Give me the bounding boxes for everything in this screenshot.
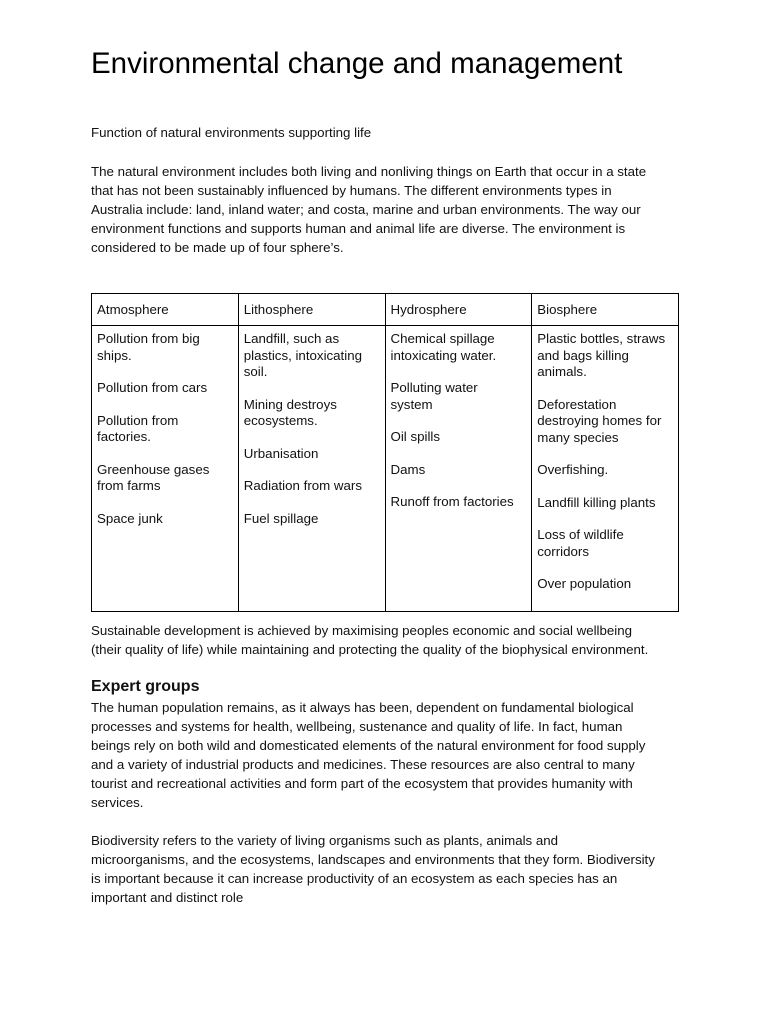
- expert-groups-paragraph: [91, 698, 691, 812]
- cell-list-item: [244, 331, 380, 381]
- expert-line: and a variety of industrial products and medicines. These resources are also central to many: [91, 757, 635, 772]
- cell-list-item: [244, 478, 380, 495]
- cell-line: Plastic bottles, straws: [537, 331, 666, 346]
- cell-list-item: [537, 576, 673, 593]
- cell-line: destroying homes for: [537, 413, 662, 428]
- cell-list-item: [97, 413, 233, 446]
- sustainable-development-paragraph: [91, 621, 691, 659]
- expert-groups-heading: Expert groups: [91, 678, 200, 695]
- intro-line: environment functions and supports human and animal life are diverse. The environment is: [91, 221, 626, 236]
- cell-list-item: [537, 462, 673, 479]
- cell-lithosphere: [238, 326, 385, 612]
- cell-line: Overfishing.: [537, 462, 609, 477]
- cell-line: Dams: [390, 461, 426, 477]
- cell-line: Deforestation: [537, 396, 617, 412]
- cell-list-item: [97, 380, 233, 397]
- cell-list-item: [391, 429, 527, 446]
- table-row: [92, 326, 679, 612]
- cell-list-item: [97, 462, 233, 495]
- cell-line: from farms: [97, 478, 161, 493]
- cell-line: Mining destroys: [243, 396, 337, 412]
- cell-line: Polluting water: [390, 380, 478, 395]
- cell-list-item: [537, 527, 673, 560]
- sustainable-line: Sustainable development is achieved by maximising peoples economic and social wellbeing: [91, 623, 633, 638]
- cell-line: Pollution from: [97, 412, 179, 428]
- section-subtitle: Function of natural environments supporting life: [91, 125, 372, 140]
- cell-list-item: [391, 331, 527, 364]
- cell-line: Chemical spillage: [390, 331, 495, 346]
- cell-line: plastics, intoxicating: [243, 347, 363, 363]
- cell-line: Urbanisation: [243, 445, 319, 461]
- biodiversity-paragraph: [91, 831, 691, 907]
- cell-line: Greenhouse gases: [97, 461, 210, 477]
- cell-list-item: [391, 380, 527, 413]
- intro-line: Australia include: land, inland water; and costa, marine and urban environments. The way our: [91, 202, 641, 217]
- table-header-row: [92, 294, 679, 326]
- cell-list-item: [97, 511, 233, 528]
- cell-biosphere: [532, 326, 679, 612]
- header-atmosphere: Atmosphere: [92, 294, 239, 326]
- cell-list-item: [391, 494, 527, 511]
- cell-line: Loss of wildlife: [537, 527, 624, 542]
- cell-list-item: [391, 462, 527, 479]
- expert-line: services.: [91, 795, 144, 810]
- biodiversity-line: Biodiversity refers to the variety of living organisms such as plants, animals and: [91, 833, 559, 848]
- cell-atmosphere: [92, 326, 239, 612]
- cell-list-item: [244, 397, 380, 430]
- cell-line: intoxicating water.: [390, 347, 497, 363]
- expert-line: processes and systems for health, wellbeing, sustenance and quality of life. In fact, human: [91, 719, 623, 734]
- spheres-table: [91, 293, 679, 612]
- cell-line: system: [390, 396, 433, 412]
- biodiversity-line: is important because it can increase productivity of an ecosystem as each species has an: [91, 871, 618, 886]
- cell-line: Radiation from wars: [243, 478, 362, 493]
- intro-line: that has not been sustainably influenced by humans. The different environments types in: [91, 183, 612, 198]
- intro-paragraph: [91, 162, 691, 257]
- cell-list-item: [244, 511, 380, 528]
- cell-line: Fuel spillage: [243, 510, 319, 526]
- intro-line: The natural environment includes both living and nonliving things on Earth that occur in a state: [91, 164, 647, 179]
- cell-line: Landfill, such as: [243, 331, 340, 346]
- expert-line: The human population remains, as it always has been, dependent on fundamental biological: [91, 700, 634, 715]
- cell-line: corridors: [537, 543, 589, 559]
- cell-line: many species: [537, 429, 619, 445]
- biodiversity-line: important and distinct role: [91, 890, 244, 905]
- biodiversity-line: microorganisms, and the ecosystems, landscapes and environments that they form. Biodiversity: [91, 852, 655, 867]
- header-lithosphere: Lithosphere: [238, 294, 385, 326]
- expert-line: beings rely on both wild and domesticated elements of the natural environment for food supply: [91, 738, 646, 753]
- cell-line: Pollution from cars: [97, 380, 208, 395]
- cell-line: Space junk: [97, 510, 163, 526]
- header-hydrosphere: Hydrosphere: [385, 294, 532, 326]
- cell-list-item: [537, 495, 673, 512]
- cell-list-item: [97, 331, 233, 364]
- cell-line: Oil spills: [390, 429, 440, 444]
- cell-line: factories.: [97, 429, 151, 444]
- header-biosphere: Biosphere: [532, 294, 679, 326]
- cell-line: Pollution from big: [97, 331, 200, 346]
- sustainable-line: (their quality of life) while maintaining and protecting the quality of the biophysical environment.: [91, 642, 649, 657]
- cell-line: Over population: [537, 576, 632, 591]
- page-title: Environmental change and management: [91, 47, 623, 80]
- intro-line: considered to be made up of four sphere’s.: [91, 240, 344, 255]
- cell-list-item: [537, 331, 673, 381]
- cell-line: Landfill killing plants: [537, 494, 656, 510]
- cell-list-item: [537, 397, 673, 447]
- cell-line: animals.: [537, 364, 587, 379]
- cell-line: Runoff from factories: [390, 494, 514, 509]
- cell-line: soil.: [243, 364, 268, 379]
- cell-line: and bags killing: [537, 347, 629, 363]
- cell-line: ships.: [97, 347, 132, 363]
- cell-list-item: [244, 446, 380, 463]
- cell-hydrosphere: [385, 326, 532, 612]
- cell-line: ecosystems.: [243, 413, 318, 428]
- expert-line: tourist and recreational activities and form part of the ecosystem that provides humanity with: [91, 776, 633, 791]
